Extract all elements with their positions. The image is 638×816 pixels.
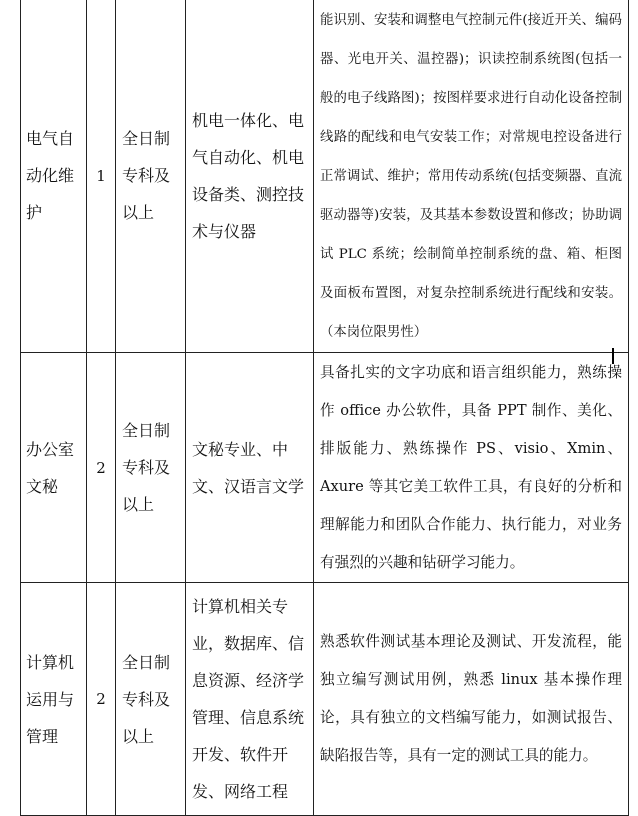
requirements-cell: 能识别、安装和调整电气控制元件(接近开关、编码器、光电开关、温控器)；识读控制系统图(包括一般的电子线路图)；按图样要求进行自动化设备控制线路的配线和电气安装工作；对常规电控设备进行正常调试、维护；常用传动系统(包括变频器、直流驱动器等)安装，及其基本参数设置和修改；协助调试 PLC 系统；绘制简单控制系统的盘、箱、柜图及面板布置图，对复杂控制系统进行配线和安装。（本岗位限男性） (314, 0, 629, 353)
requirements-cell: 熟悉软件测试基本理论及测试、开发流程，能独立编写测试用例，熟悉 linux 基本操作理论，具有独立的文档编写能力，如测试报告、缺陷报告等，具有一定的测试工具的能力。 (314, 583, 629, 816)
job-requirements-table (20, 0, 629, 816)
major-cell: 机电一体化、电气自动化、机电设备类、测控技术与仪器 (186, 0, 314, 353)
education-cell: 全日制专科及以上 (116, 0, 186, 353)
table-row (21, 583, 629, 816)
headcount-cell: 2 (87, 353, 116, 583)
position-cell: 计算机运用与管理 (21, 583, 87, 816)
education-cell: 全日制专科及以上 (116, 583, 186, 816)
education-cell: 全日制专科及以上 (116, 353, 186, 583)
position-cell: 办公室文秘 (21, 353, 87, 583)
text-cursor (612, 348, 614, 364)
major-cell: 计算机相关专业，数据库、信息资源、经济学管理、信息系统开发、软件开发、网络工程 (186, 583, 314, 816)
table-row (21, 353, 629, 583)
table-row (21, 0, 629, 353)
position-cell: 电气自动化维护 (21, 0, 87, 353)
major-cell: 文秘专业、中文、汉语言文学 (186, 353, 314, 583)
headcount-cell: 1 (87, 0, 116, 353)
requirements-cell: 具备扎实的文字功底和语言组织能力，熟练操作 office 办公软件，具备 PPT 制作、美化、排版能力、熟练操作 PS、visio、Xmin、Axure 等其它美工软件工具，有良好的分析和理解能力和团队合作能力、执行能力，对业务有强烈的兴趣和钻研学习能力。 (314, 353, 629, 583)
headcount-cell: 2 (87, 583, 116, 816)
